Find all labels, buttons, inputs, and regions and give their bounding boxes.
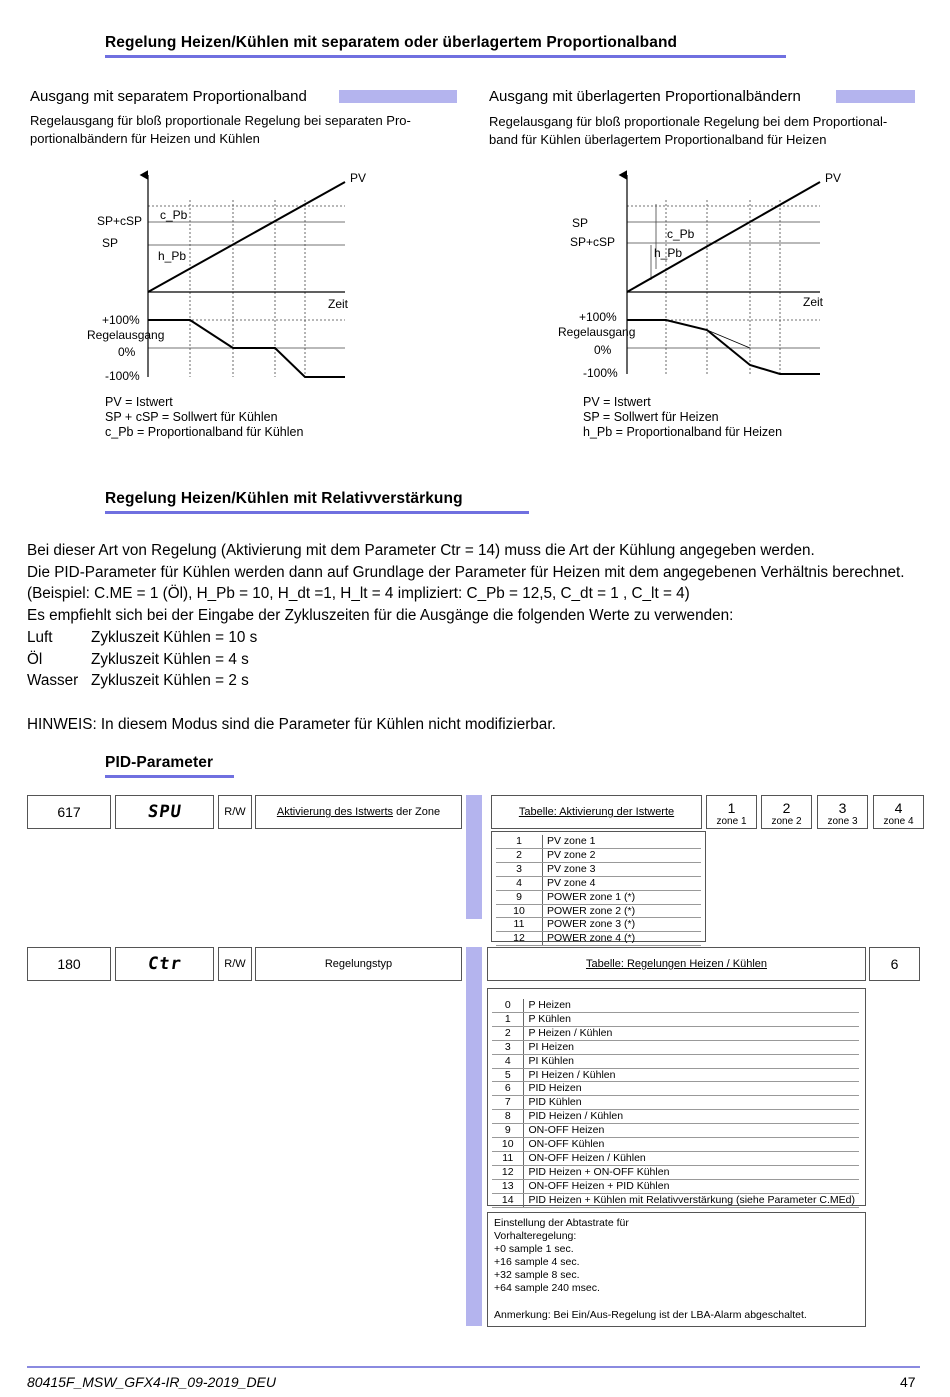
row-number: 12 — [496, 932, 543, 946]
param-180-value-table — [487, 988, 866, 1206]
row-text: PI Heizen — [524, 1040, 859, 1054]
table-row — [496, 876, 701, 890]
left-pv-label: PV — [350, 171, 367, 185]
right-legend — [583, 395, 782, 440]
zone-3-label: zone 3 — [827, 815, 858, 827]
left-description — [30, 112, 411, 148]
table-row — [496, 862, 701, 876]
left-regelausgang-label: Regelausgang — [87, 328, 165, 342]
body-line-2: Die PID-Parameter für Kühlen werden dann auf Grundlage der Parameter für Heizen mit dem angegebenen Verhältnis berechnet. — [27, 563, 905, 581]
left-diagram — [0, 165, 475, 390]
right-legend-sp: SP = Sollwert für Heizen — [583, 410, 719, 424]
note-line: Anmerkung: Bei Ein/Aus-Regelung ist der LBA-Alarm abgeschaltet. — [494, 1308, 807, 1321]
cycle-row-oel — [27, 649, 927, 671]
param-617-table-title-text: Tabelle: Aktivierung der Istwerte — [518, 806, 675, 818]
row-text: P Heizen — [524, 999, 859, 1012]
row-text: PI Kühlen — [524, 1054, 859, 1068]
row-text: ON-OFF Heizen / Kühlen — [524, 1151, 859, 1165]
param-180-description: Regelungstyp — [255, 947, 462, 981]
zone-4-label: zone 4 — [883, 815, 914, 827]
table-row — [492, 1124, 859, 1138]
table-row — [492, 1054, 859, 1068]
table-row — [492, 1082, 859, 1096]
body-text — [27, 540, 927, 735]
left-sp-csp-label: SP+cSP — [97, 214, 143, 228]
row-text: PID Kühlen — [524, 1096, 859, 1110]
left-legend-sp-csp: SP + cSP = Sollwert für Kühlen — [105, 410, 278, 424]
row-text: ON-OFF Heizen + PID Kühlen — [524, 1179, 859, 1193]
table-row — [492, 999, 859, 1012]
row-text: PV zone 2 — [543, 848, 702, 862]
footer-doc-id: 80415F_MSW_GFX4-IR_09-2019_DEU — [27, 1374, 277, 1390]
right-legend-pv: PV = Istwert — [583, 395, 651, 409]
cycle-row-luft — [27, 627, 927, 649]
left-legend — [105, 395, 303, 440]
row-number: 1 — [492, 1012, 524, 1026]
row-text: PID Heizen / Kühlen — [524, 1110, 859, 1124]
param-180-note-box — [487, 1212, 866, 1327]
section-heading-pid-parameter: PID-Parameter — [105, 754, 214, 771]
table-row — [496, 918, 701, 932]
note-line: Vorhalteregelung: — [494, 1230, 577, 1243]
left-subtitle: Ausgang mit separatem Proportionalband — [30, 88, 307, 105]
right-desc-line-1: Regelausgang für bloß proportionale Regelung bei dem Proportional- — [489, 114, 888, 129]
row-number: 1 — [496, 835, 543, 848]
right-diagram — [475, 165, 950, 390]
param-617-table-title — [491, 795, 702, 829]
right-subtitle-bar — [836, 90, 915, 103]
zone-4-number: 4 — [894, 799, 903, 816]
heading-underline — [105, 775, 234, 778]
row-text: PID Heizen — [524, 1082, 859, 1096]
right-zero-label: 0% — [594, 343, 612, 357]
left-zeit-label: Zeit — [328, 297, 349, 311]
row-text: P Heizen / Kühlen — [524, 1026, 859, 1040]
right-pv-label: PV — [825, 171, 842, 185]
left-plus100-label: +100% — [102, 313, 140, 327]
table-row — [496, 848, 701, 862]
cycle-value: Zykluszeit Kühlen = 10 s — [91, 628, 258, 646]
right-subtitle: Ausgang mit überlagerten Proportionalbändern — [489, 88, 801, 105]
right-legend-h-pb: h_Pb = Proportionalband für Heizen — [583, 425, 783, 439]
cycle-value: Zykluszeit Kühlen = 2 s — [91, 672, 249, 690]
table-row — [492, 1193, 859, 1207]
param-617-access: R/W — [218, 795, 252, 829]
note-spacer — [494, 1296, 859, 1309]
table-row — [492, 1068, 859, 1082]
row-text: PID Heizen + Kühlen mit Relativverstärkung (siehe Parameter C.MEd) — [524, 1193, 859, 1207]
right-zeit-label: Zeit — [803, 295, 824, 309]
row-number: 14 — [492, 1193, 524, 1207]
table-row — [492, 1040, 859, 1054]
note-line: +16 sample 4 sec. — [494, 1256, 580, 1269]
param-180-table-title — [487, 947, 866, 981]
table-row — [492, 1110, 859, 1124]
cycle-label: Öl — [27, 650, 43, 668]
note-line: +0 sample 1 sec. — [494, 1243, 574, 1256]
row-number: 2 — [496, 848, 543, 862]
row-number: 11 — [496, 918, 543, 932]
row-number: 3 — [492, 1040, 524, 1054]
table-row — [496, 890, 701, 904]
left-desc-line-2: portionalbändern für Heizen und Kühlen — [30, 131, 260, 146]
left-h-pb-label: h_Pb — [158, 249, 187, 263]
row-text: POWER zone 1 (*) — [543, 890, 702, 904]
right-c-pb-label: c_Pb — [667, 227, 695, 241]
row-text: PV zone 4 — [543, 876, 702, 890]
body-line-3: (Beispiel: C.ME = 1 (Öl), H_Pb = 10, H_dt =1, H_lt = 4 impliziert: C_Pb = 12,5, C_dt = 1 , C_lt = 4) — [27, 585, 690, 603]
right-regelausgang-label: Regelausgang — [558, 325, 636, 339]
row-number: 5 — [492, 1068, 524, 1082]
heading-underline — [105, 55, 786, 58]
left-legend-c-pb: c_Pb = Proportionalband für Kühlen — [105, 425, 304, 439]
note-line: +64 sample 240 msec. — [494, 1282, 600, 1295]
table-row — [492, 1096, 859, 1110]
row-number: 13 — [492, 1179, 524, 1193]
cycle-label: Wasser — [27, 672, 79, 690]
left-desc-line-1: Regelausgang für bloß proportionale Regelung bei separaten Pro- — [30, 113, 411, 128]
param-180-code-display — [115, 947, 214, 981]
table-row — [496, 904, 701, 918]
param-617-description — [255, 795, 462, 829]
row-text: PI Heizen / Kühlen — [524, 1068, 859, 1082]
left-zero-label: 0% — [118, 345, 136, 359]
left-subtitle-bar — [339, 90, 457, 103]
row-number: 8 — [492, 1110, 524, 1124]
body-line-4: Es empfiehlt sich bei der Eingabe der Zykluszeiten für die Ausgänge die folgenden Werte zu verwenden: — [27, 607, 734, 625]
row-number: 4 — [496, 876, 543, 890]
zone-2-label: zone 2 — [771, 815, 802, 827]
param-617-code: SPU — [146, 802, 183, 822]
row-number: 4 — [492, 1054, 524, 1068]
row-text: PV zone 3 — [543, 862, 702, 876]
left-sp-label: SP — [102, 236, 119, 250]
param-617-number: 617 — [27, 795, 111, 829]
left-pv-line — [148, 182, 345, 292]
right-output-curve — [627, 320, 820, 374]
row-text: POWER zone 3 (*) — [543, 918, 702, 932]
param-180-access: R/W — [218, 947, 252, 981]
right-desc-line-2: band für Kühlen überlagertem Proportionalband für Heizen — [489, 132, 827, 147]
row-number: 10 — [496, 904, 543, 918]
zone-1-box — [706, 795, 757, 829]
row-text: PID Heizen + ON-OFF Kühlen — [524, 1165, 859, 1179]
row-number: 2 — [492, 1026, 524, 1040]
heading-underline — [105, 511, 529, 514]
footer-page-number: 47 — [900, 1374, 916, 1390]
right-plus100-label: +100% — [579, 310, 617, 324]
row-number: 12 — [492, 1165, 524, 1179]
footer-rule — [27, 1366, 920, 1368]
row-text: POWER zone 2 (*) — [543, 904, 702, 918]
param-180-default-value: 6 — [869, 947, 920, 981]
section-heading-relativverstaerkung: Regelung Heizen/Kühlen mit Relativverstärkung — [105, 490, 463, 507]
cycle-row-wasser — [27, 670, 927, 692]
right-sp-csp-label: SP+cSP — [570, 235, 616, 249]
zone-2-box — [761, 795, 812, 829]
section-heading-heizen-kuehlen: Regelung Heizen/Kühlen mit separatem oder überlagertem Proportionalband — [105, 34, 678, 51]
row-number: 0 — [492, 999, 524, 1012]
table-row — [492, 1026, 859, 1040]
left-minus100-label: -100% — [105, 369, 140, 383]
table-row — [496, 932, 701, 946]
row-number: 3 — [496, 862, 543, 876]
table-row — [492, 1138, 859, 1152]
row-text: ON-OFF Kühlen — [524, 1138, 859, 1152]
left-vertical-gridlines — [190, 200, 305, 377]
right-h-pb-label: h_Pb — [654, 246, 683, 260]
left-c-pb-label: c_Pb — [160, 208, 188, 222]
param-617-side-bar — [466, 795, 482, 919]
cycle-label: Luft — [27, 628, 53, 646]
right-description — [489, 113, 887, 149]
row-number: 6 — [492, 1082, 524, 1096]
row-text: ON-OFF Heizen — [524, 1124, 859, 1138]
table-row — [496, 835, 701, 848]
zone-2-number: 2 — [782, 799, 791, 816]
left-legend-pv: PV = Istwert — [105, 395, 173, 409]
row-number: 9 — [496, 890, 543, 904]
zone-1-label: zone 1 — [716, 815, 747, 827]
param-180-number: 180 — [27, 947, 111, 981]
right-minus100-label: -100% — [583, 366, 618, 380]
row-number: 9 — [492, 1124, 524, 1138]
row-number: 7 — [492, 1096, 524, 1110]
param-180-code: Ctr — [146, 954, 183, 974]
zone-3-number: 3 — [838, 799, 847, 816]
zone-4-box — [873, 795, 924, 829]
param-617-desc-underlined: Aktivierung des Istwerts — [276, 806, 394, 818]
param-617-code-display — [115, 795, 214, 829]
body-line-1: Bei dieser Art von Regelung (Aktivierung mit dem Parameter Ctr = 14) muss die Art der Kühlung angegeben werden. — [27, 542, 815, 559]
note-line: +32 sample 8 sec. — [494, 1269, 580, 1282]
right-construction-line-1 — [707, 330, 750, 348]
row-number: 10 — [492, 1138, 524, 1152]
param-617-value-table — [491, 831, 706, 945]
param-617-desc-rest: der Zone — [393, 806, 441, 818]
table-row — [492, 1179, 859, 1193]
cycle-value: Zykluszeit Kühlen = 4 s — [91, 650, 249, 668]
table-row — [492, 1165, 859, 1179]
zone-3-box — [817, 795, 868, 829]
table-row — [492, 1151, 859, 1165]
row-number: 11 — [492, 1151, 524, 1165]
row-text: PV zone 1 — [543, 835, 702, 848]
left-output-curve — [148, 320, 345, 377]
right-sp-label: SP — [572, 216, 589, 230]
param-180-table-title-text: Tabelle: Regelungen Heizen / Kühlen — [585, 958, 768, 970]
zone-1-number: 1 — [727, 799, 736, 816]
param-180-side-bar — [466, 947, 482, 1326]
row-text: P Kühlen — [524, 1012, 859, 1026]
row-text: POWER zone 4 (*) — [543, 932, 702, 946]
note-line: Einstellung der Abtastrate für — [494, 1217, 629, 1229]
table-row — [492, 1012, 859, 1026]
body-hinweis: HINWEIS: In diesem Modus sind die Parameter für Kühlen nicht modifizierbar. — [27, 715, 556, 733]
